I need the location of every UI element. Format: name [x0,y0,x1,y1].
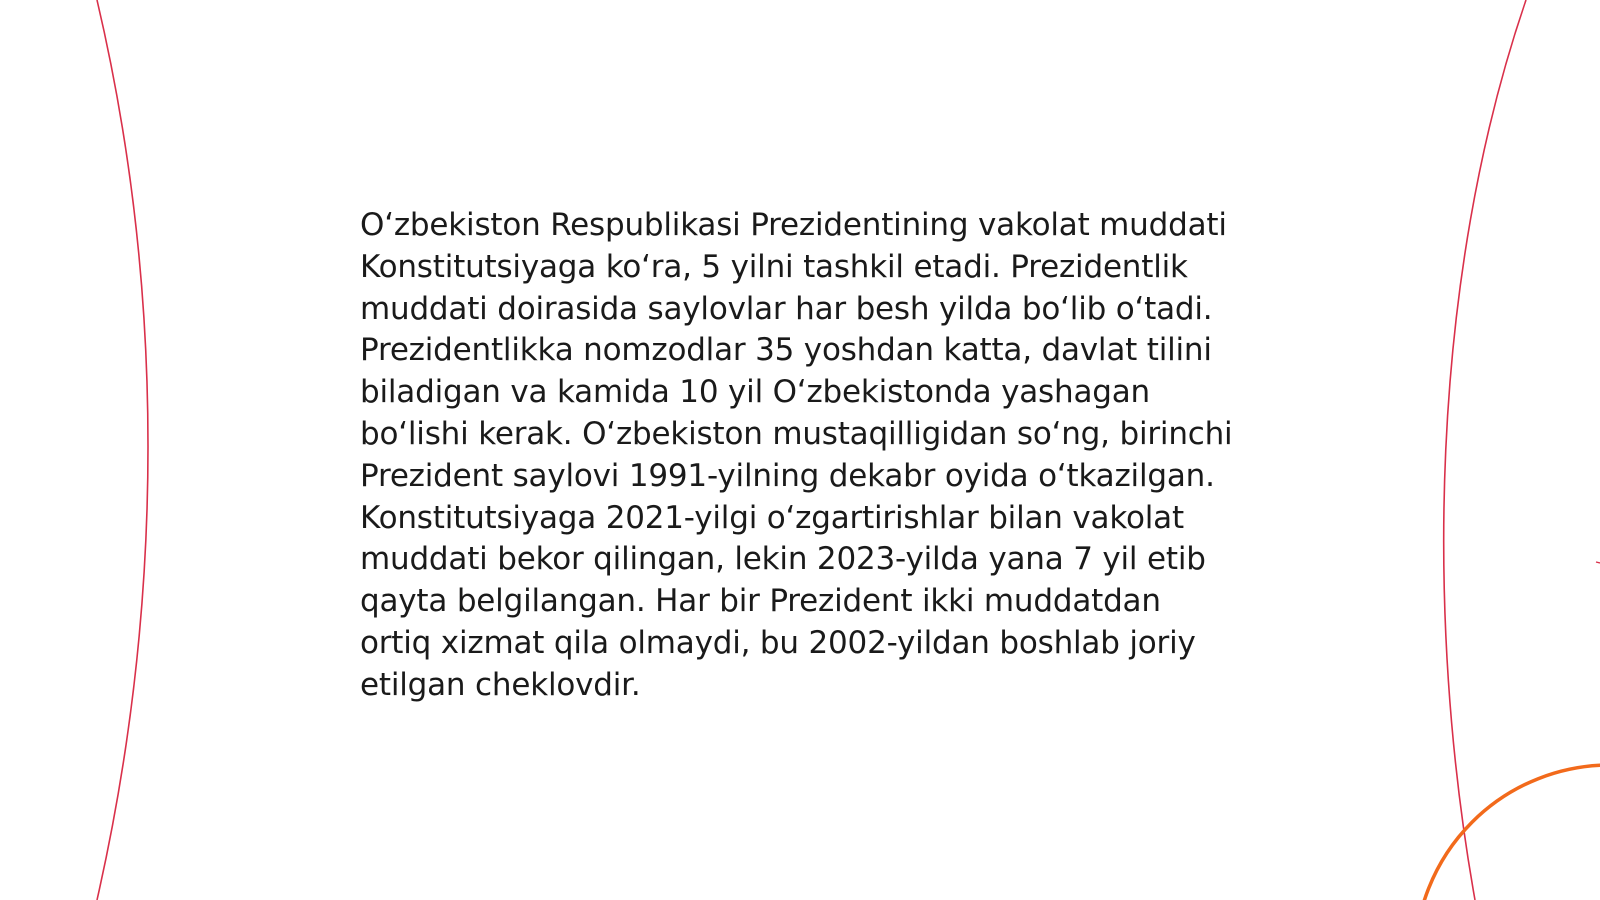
right-red-arc [1444,0,1526,900]
body-paragraph: Oʻzbekiston Respublikasi Prezidentining vakolat muddati Konstitutsiyaga koʻra, 5 yilni tashkil etadi. Prezidentlik muddati doirasida saylovlar har besh yilda boʻlib oʻtadi. Prezidentlikka nomzodlar 35 yoshdan katta, davlat tilini biladigan va kamida 10 yil Oʻzbekistonda yashagan boʻlishi kerak. Oʻzbekiston mustaqilligidan soʻng, birinchi Prezident saylovi 1991-yilning dekabr oyida oʻtkazilgan. Konstitutsiyaga 2021-yilgi oʻzgartirishlar bilan vakolat muddati bekor qilingan, lekin 2023-yilda yana 7 yil etib qayta belgilangan. Har bir Prezident ikki muddatdan ortiq xizmat qila olmaydi, bu 2002-yildan boshlab joriy etilgan cheklovdir. [360,207,1233,703]
left-red-arc [97,0,148,900]
small-dash-mark [1596,562,1600,563]
orange-circle-arc [1415,765,1600,900]
